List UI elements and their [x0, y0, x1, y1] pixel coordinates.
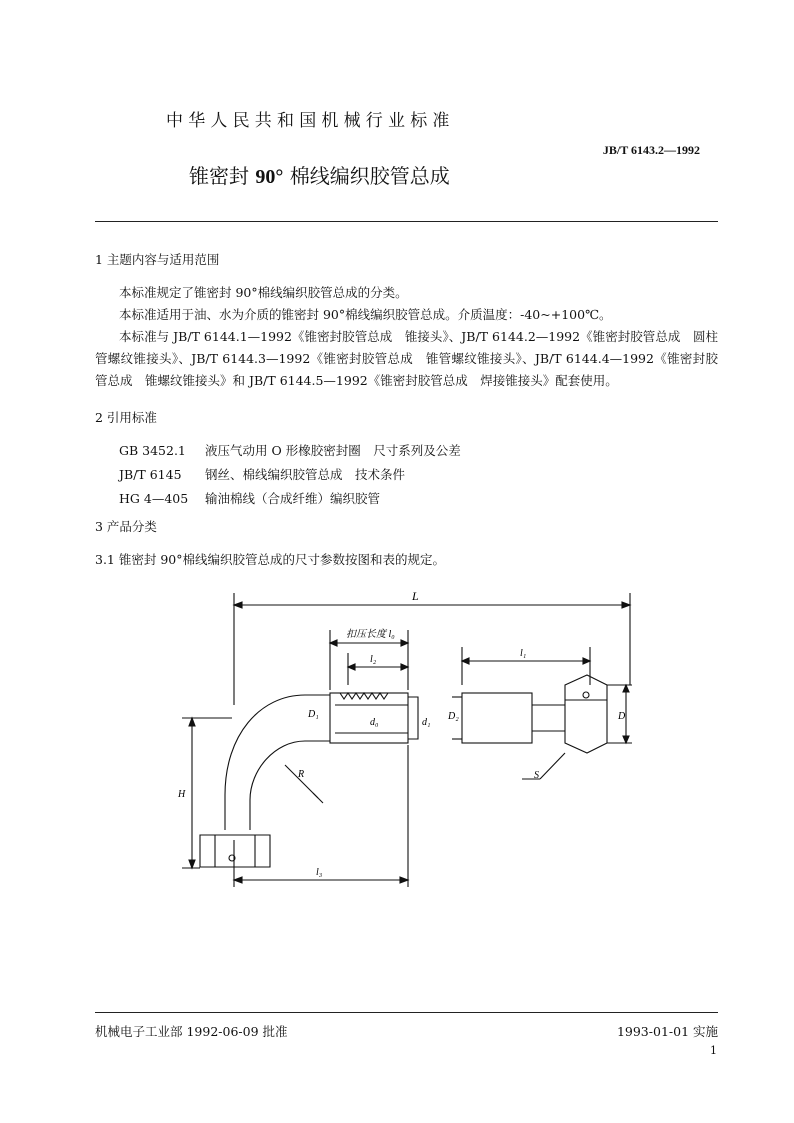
section-1-para-1: 本标准规定了锥密封 90°棉线编织胶管总成的分类。 [119, 285, 408, 300]
reference-row [119, 464, 405, 486]
reference-code: JB/T 6145 [119, 467, 182, 482]
label-R: R [298, 769, 305, 780]
label-H: H [178, 789, 186, 800]
label-S: S [534, 770, 539, 781]
label-crimp-length: 扣压长度 l₀ [346, 629, 395, 640]
standard-code: JB/T 6143.2—1992 [602, 143, 700, 157]
header-rule [95, 221, 718, 222]
reference-code: GB 3452.1 [119, 443, 186, 458]
title-prefix: 锥密封 [189, 164, 256, 188]
reference-code: HG 4—405 [119, 491, 189, 506]
label-l1: l₁ [520, 648, 527, 659]
page-number: 1 [710, 1044, 717, 1057]
hose-assembly-drawing [170, 585, 640, 900]
section-3-heading: 3 产品分类 [95, 519, 157, 534]
section-3-1-text: 3.1 锥密封 90°棉线编织胶管总成的尺寸参数按图和表的规定。 [95, 552, 445, 567]
footer-issuer: 机械电子工业部 1992-06-09 批准 [95, 1024, 288, 1039]
label-d1: d₁ [422, 717, 431, 728]
footer-effective-date: 1993-01-01 实施 [616, 1024, 718, 1039]
label-D1: D₁ [308, 709, 319, 720]
reference-row [119, 488, 380, 510]
label-L: L [412, 589, 419, 603]
reference-title: 液压气动用 O 形橡胶密封圈 尺寸系列及公差 [205, 443, 461, 458]
label-d0: d₀ [370, 717, 379, 728]
section-2-heading: 2 引用标准 [95, 410, 157, 425]
reference-title: 输油棉线（合成纤维）编织胶管 [205, 491, 381, 506]
section-1-para-2: 本标准适用于油、水为介质的锥密封 90°棉线编织胶管总成。介质温度：-40~+100℃。 [119, 307, 612, 322]
title-angle: 90° [255, 166, 284, 188]
label-l3: l₃ [316, 867, 323, 878]
section-1-para-3: 本标准与 JB/T 6144.1—1992《锥密封胶管总成 锥接头》、JB/T 6144.2—1992《锥密封胶管总成 圆柱管螺纹锥接头》、JB/T 6144.3—1992《锥密封胶管总成 锥管螺纹锥接头》、JB/T 6144.4—1992《锥密封胶管总成 锥螺纹锥接头》和 JB/T 6144.5—1992《锥密封胶管总成 焊接锥接头》配套使用。 [95, 329, 718, 388]
label-D: D [618, 711, 626, 722]
label-D2: D₂ [448, 711, 459, 722]
label-l2: l₂ [370, 654, 377, 665]
document-title [189, 160, 450, 189]
title-suffix: 棉线编织胶管总成 [283, 164, 450, 188]
footer-rule [95, 1012, 718, 1013]
standard-org-heading: 中华人民共和国机械行业标准 [166, 111, 455, 131]
section-1-heading: 1 主题内容与适用范围 [95, 252, 220, 267]
reference-row [119, 440, 461, 462]
reference-title: 钢丝、棉线编织胶管总成 技术条件 [205, 467, 406, 482]
